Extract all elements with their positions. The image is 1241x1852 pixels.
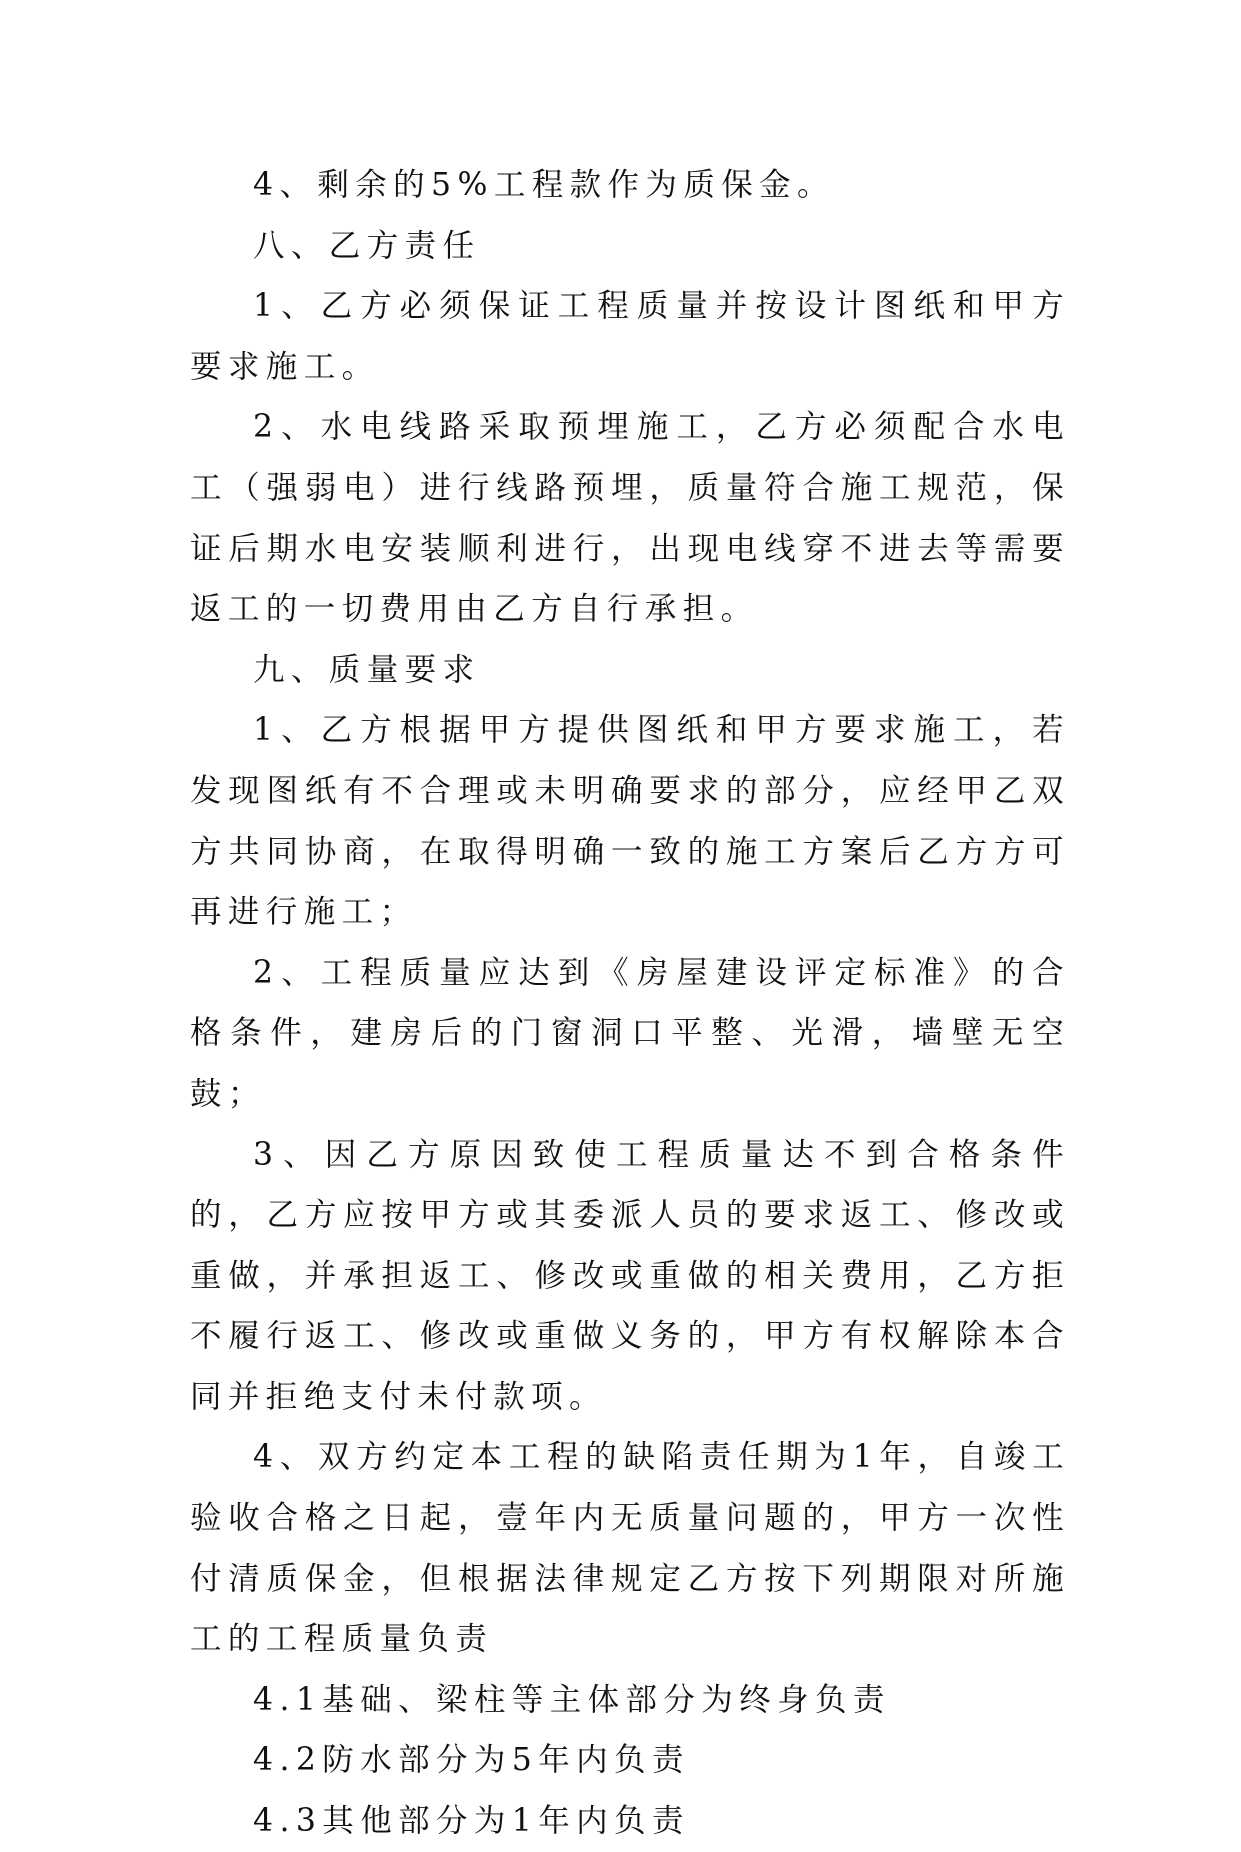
paragraph-quality-4: 4、双方约定本工程的缺陷责任期为1年，自竣工验收合格之日起，壹年内无质量问题的，甲方一次性付清质保金，但根据法律规定乙方按下列期限对所施工的工程质量负责 [190,1439,1070,1658]
paragraph-quality-2: 2、工程质量应达到《房屋建设评定标准》的合格条件，建房后的门窗洞口平整、光滑，墙壁无空鼓； [190,954,1070,1112]
paragraph-b-responsibility-2: 2、水电线路采取预埋施工，乙方必须配合水电工（强弱电）进行线路预埋，质量符合施工规范，保证后期水电安装顺利进行，出现电线穿不进去等需要返工的一切费用由乙方自行承担。 [190,409,1070,628]
paragraph-retention-money: 4、剩余的5%工程款作为质保金。 [253,167,835,203]
paragraph-quality-3: 3、因乙方原因致使工程质量达不到合格条件的，乙方应按甲方或其委派人员的要求返工、修改或重做，并承担返工、修改或重做的相关费用，乙方拒不履行返工、修改或重做义务的，甲方有权解除本合同并拒绝支付未付款项。 [190,1136,1070,1415]
section-heading-quality-requirements: 九、质量要求 [253,651,481,688]
paragraph-quality-4-1: 4.1基础、梁柱等主体部分为终身负责 [253,1681,891,1718]
paragraph-quality-4-2: 4.2防水部分为5年内负责 [253,1742,690,1779]
paragraph-quality-1: 1、乙方根据甲方提供图纸和甲方要求施工，若发现图纸有不合理或未明确要求的部分，应经甲乙双方共同协商，在取得明确一致的施工方案后乙方方可再进行施工； [190,712,1070,931]
paragraph-b-responsibility-1: 1、乙方必须保证工程质量并按设计图纸和甲方要求施工。 [190,288,1070,385]
document-body [190,155,1070,1852]
paragraph-quality-4-3: 4.3其他部分为1年内负责 [253,1803,690,1840]
section-heading-party-b-responsibility: 八、乙方责任 [253,227,481,264]
